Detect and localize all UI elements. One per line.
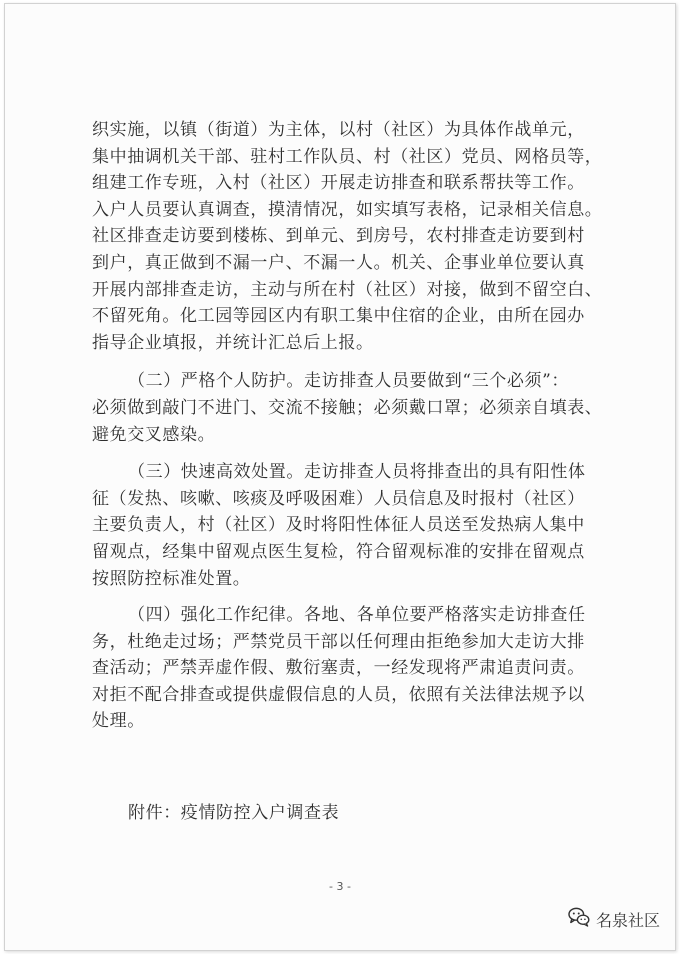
text-line: 指导企业填报，并统计汇总后上报。 bbox=[92, 332, 374, 353]
text-line: 查活动；严禁弄虚作假、敷衍塞责，一经发现将严肃追责问责。 bbox=[92, 658, 585, 679]
text-line: 开展内部排查走访，主动与所在村（社区）对接，做到不留空白、 bbox=[92, 279, 603, 300]
text-line: 按照防控标准处置。 bbox=[92, 568, 251, 589]
text-line: 组建工作专班，入村（社区）开展走访排查和联系帮扶等工作。 bbox=[92, 173, 585, 194]
text-line: （二）严格个人防护。走访排查人员要做到“三个必须”： bbox=[128, 371, 569, 392]
attachment-note: 附件：疫情防控入户调查表 bbox=[128, 803, 340, 823]
text-line: 征（发热、咳嗽、咳痰及呼吸困难）人员信息及时报村（社区） bbox=[92, 488, 585, 509]
text-line: 不留死角。化工园等园区内有职工集中住宿的企业，由所在园办 bbox=[92, 306, 585, 327]
document-body bbox=[92, 117, 612, 735]
text-line: 社区排查走访要到楼栋、到单元、到房号，农村排查走访要到村 bbox=[92, 226, 585, 247]
watermark-text: 名泉社区 bbox=[595, 910, 660, 930]
text-line: 必须做到敲门不进门、交流不接触；必须戴口罩；必须亲自填表、 bbox=[92, 397, 603, 418]
paragraph-rapid-response bbox=[92, 459, 612, 592]
text-line: 织实施，以镇（街道）为主体，以村（社区）为具体作战单元， bbox=[92, 120, 585, 140]
paragraph-continuation bbox=[92, 117, 612, 356]
wechat-icon bbox=[568, 907, 590, 931]
text-line: （四）强化工作纪律。各地、各单位要严格落实走访排查任 bbox=[128, 605, 586, 626]
page-number: - 3 - bbox=[329, 880, 351, 893]
watermark bbox=[568, 907, 660, 931]
text-line: 入户人员要认真调查，摸清情况，如实填写表格，记录相关信息。 bbox=[92, 199, 603, 220]
text-line: 务，杜绝走过场；严禁党员干部以任何理由拒绝参加大走访大排 bbox=[92, 631, 585, 652]
text-line: 处理。 bbox=[92, 711, 145, 732]
text-line: 留观点，经集中留观点医生复检，符合留观标准的安排在留观点 bbox=[92, 541, 585, 562]
text-line: （三）快速高效处置。走访排查人员将排查出的具有阳性体 bbox=[128, 462, 586, 483]
text-line: 集中抽调机关干部、驻村工作队员、村（社区）党员、网格员等， bbox=[92, 146, 603, 167]
text-line: 避免交叉感染。 bbox=[92, 424, 216, 445]
paragraph-personal-protection bbox=[92, 368, 612, 448]
text-line: 主要负责人，村（社区）及时将阳性体征人员送至发热病人集中 bbox=[92, 515, 585, 536]
text-line: 对拒不配合排查或提供虚假信息的人员，依照有关法律法规予以 bbox=[92, 684, 585, 705]
text-line: 到户，真正做到不漏一户、不漏一人。机关、企事业单位要认真 bbox=[92, 252, 585, 273]
paragraph-work-discipline bbox=[92, 602, 612, 735]
